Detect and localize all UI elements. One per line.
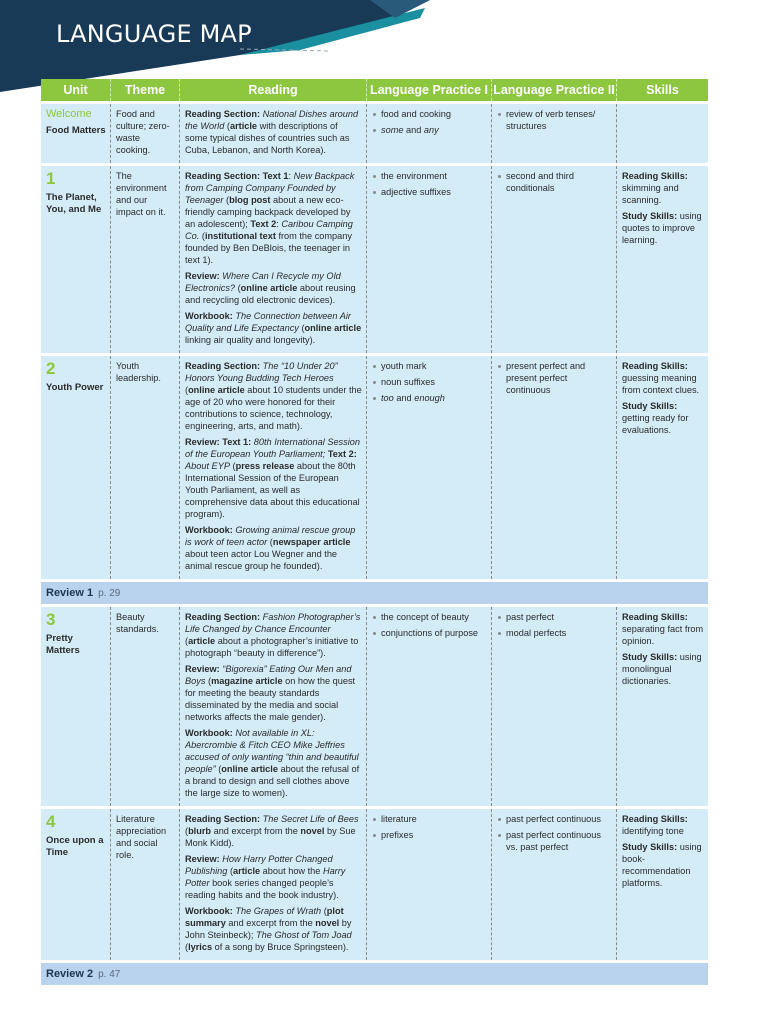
text-run: Review: xyxy=(185,664,223,674)
unit-name: Once upon a Time xyxy=(46,835,104,858)
skill-heading: Study Skills: xyxy=(622,211,678,221)
bullet-list xyxy=(497,170,612,194)
text-run: past perfect continuous xyxy=(506,814,601,824)
skill-entry xyxy=(622,170,704,206)
list-item xyxy=(372,360,487,372)
text-run: : xyxy=(288,171,294,181)
skills-cell xyxy=(617,104,708,163)
language-practice-1-cell xyxy=(367,809,492,960)
list-item xyxy=(372,170,487,182)
reading-cell xyxy=(180,607,367,806)
list-item xyxy=(372,124,487,136)
bullet-list xyxy=(372,813,487,841)
text-run: Caribou Camping Co. xyxy=(185,219,353,241)
list-item xyxy=(497,360,612,396)
bullet-list xyxy=(372,108,487,136)
skills-cell xyxy=(617,356,708,579)
unit-name: Pretty Matters xyxy=(46,633,80,656)
text-run: about reusing and recycling old electronic devices). xyxy=(185,283,356,305)
text-run: ( xyxy=(321,906,327,916)
text-run: and xyxy=(403,125,424,135)
bullet-list xyxy=(372,611,487,639)
theme-cell: Food and culture; zero-waste cooking. xyxy=(111,104,180,163)
text-run: ( xyxy=(185,636,189,646)
language-practice-1-cell xyxy=(367,166,492,353)
skill-text: identifying tone xyxy=(622,826,684,836)
text-run: from the company founded by Ben DeBlois, the teenager in text 1). xyxy=(185,231,352,265)
text-run: ( xyxy=(215,764,222,774)
table-header xyxy=(41,79,708,101)
text-run: ( xyxy=(235,283,241,293)
unit-label: 4 xyxy=(46,812,56,831)
text-run: blog post xyxy=(229,195,271,205)
list-item xyxy=(372,392,487,404)
unit-label: 1 xyxy=(46,169,56,188)
text-run: Harry Potter xyxy=(185,866,346,888)
theme-cell: The environment and our impact on it. xyxy=(111,166,180,353)
text-run: How Harry Potter Changed Publishing xyxy=(185,854,333,876)
language-practice-1-cell xyxy=(367,607,492,806)
list-item xyxy=(372,627,487,639)
review-label: Review 1 xyxy=(46,587,94,599)
language-practice-2-cell xyxy=(492,356,617,579)
text-run: and excerpt from the xyxy=(211,826,301,836)
bullet-list xyxy=(497,813,612,853)
unit-name: Youth Power xyxy=(46,382,104,393)
unit-name: Food Matters xyxy=(46,125,106,136)
text-run: and excerpt from the xyxy=(225,918,316,928)
review-page: p. 47 xyxy=(98,968,121,980)
unit-cell xyxy=(41,607,111,806)
skill-heading: Reading Skills: xyxy=(622,814,688,824)
text-run: the environment xyxy=(381,171,447,181)
unit-cell xyxy=(41,809,111,960)
skill-text: using quotes to improve learning. xyxy=(622,211,702,245)
theme-cell: Literature appreciation and social role. xyxy=(111,809,180,960)
text-run: Reading Section: xyxy=(185,361,263,371)
table-row xyxy=(41,809,708,960)
text-run: Workbook: xyxy=(185,311,236,321)
skill-text: using book-recommendation platforms. xyxy=(622,842,702,888)
bullet-list xyxy=(372,170,487,198)
text-run: past perfect xyxy=(506,612,555,622)
reading-paragraph xyxy=(185,270,362,306)
header-skills: Skills xyxy=(646,83,679,97)
text-run: ( xyxy=(199,231,205,241)
text-run: lyrics xyxy=(188,942,213,952)
text-run: past perfect continuous vs. past perfect xyxy=(506,830,601,852)
list-item xyxy=(372,829,487,841)
language-practice-1-cell xyxy=(367,104,492,163)
skill-heading: Reading Skills: xyxy=(622,171,688,181)
text-run: Reading Section: xyxy=(185,814,263,824)
list-item xyxy=(497,611,612,623)
text-run: ( xyxy=(298,323,305,333)
unit-label: 2 xyxy=(46,359,56,378)
reading-paragraph xyxy=(185,170,362,266)
skills-cell xyxy=(617,809,708,960)
unit-cell xyxy=(41,356,111,579)
list-item xyxy=(372,611,487,623)
text-run: ( xyxy=(185,942,189,952)
language-practice-2-cell xyxy=(492,809,617,960)
text-run: ( xyxy=(185,385,189,395)
text-run: article xyxy=(233,866,261,876)
list-item xyxy=(372,186,487,198)
text-run: About EYP xyxy=(185,461,230,471)
text-run: about a photographer’s initiative to photograph “beauty in difference”). xyxy=(185,636,359,658)
review-label: Review 2 xyxy=(46,968,94,980)
reading-paragraph xyxy=(185,905,362,953)
reading-cell xyxy=(180,166,367,353)
text-run: New Backpack from Camping Company Founded by Teenager xyxy=(185,171,355,205)
text-run: about 10 students under the age of 20 who were honored for their contributions to science, technology, engineering, arts, and math). xyxy=(185,385,362,431)
text-run: The Grapes of Wrath xyxy=(235,906,322,916)
table-body xyxy=(41,104,708,985)
skill-entry xyxy=(622,651,704,687)
text-run: about the 80th International Session of the European Youth Parliament, as well as comprehensive data about this educational program). xyxy=(185,461,360,519)
theme-cell: Beauty standards. xyxy=(111,607,180,806)
list-item xyxy=(497,627,612,639)
text-run: enough xyxy=(414,393,445,403)
text-run: online article xyxy=(304,323,362,333)
bullet-list xyxy=(497,108,612,132)
skill-text: skimming and scanning. xyxy=(622,183,679,205)
text-run: National Dishes around the World xyxy=(185,109,359,131)
skill-text: guessing meaning from context clues. xyxy=(622,373,700,395)
skill-text: using monolingual dictionaries. xyxy=(622,652,702,686)
text-run: newspaper article xyxy=(272,537,351,547)
language-practice-2-cell xyxy=(492,104,617,163)
text-run: present perfect and present perfect continuous xyxy=(506,361,586,395)
text-run: ( xyxy=(185,826,189,836)
reading-cell xyxy=(180,809,367,960)
skills-cell xyxy=(617,607,708,806)
text-run: about teen actor Lou Wegner and the animal rescue group he founded). xyxy=(185,549,338,571)
text-run: Workbook: xyxy=(185,906,236,916)
text-run: ( xyxy=(227,866,234,876)
review-row xyxy=(41,963,708,985)
text-run: Text 2 xyxy=(250,219,277,229)
text-run: Reading Section: xyxy=(185,612,263,622)
text-run: food and cooking xyxy=(381,109,451,119)
text-run: the concept of beauty xyxy=(381,612,469,622)
text-run: about the refusal of a brand to design and sell clothes above the large size to women). xyxy=(185,764,360,798)
text-run: Review: xyxy=(185,271,223,281)
text-run: blurb xyxy=(188,826,212,836)
text-run: prefixes xyxy=(381,830,414,840)
skill-entry xyxy=(622,813,704,837)
text-run: ( xyxy=(205,676,212,686)
text-run: online article xyxy=(188,385,245,395)
text-run: Text 2: xyxy=(327,449,357,459)
text-run: literature xyxy=(381,814,417,824)
reading-paragraph xyxy=(185,853,362,901)
reading-paragraph xyxy=(185,813,362,849)
text-run: about how the xyxy=(260,866,323,876)
header-unit: Unit xyxy=(41,79,111,101)
text-run: by John Steinbeck); xyxy=(185,918,352,940)
table-row xyxy=(41,356,708,579)
text-run: too xyxy=(381,393,394,403)
list-item xyxy=(497,170,612,194)
skill-entry xyxy=(622,611,704,647)
text-run: novel xyxy=(300,826,325,836)
text-run: ( xyxy=(224,121,230,131)
skill-heading: Reading Skills: xyxy=(622,612,688,622)
language-practice-2-cell xyxy=(492,607,617,806)
text-run: plot summary xyxy=(185,906,344,928)
language-practice-1-cell xyxy=(367,356,492,579)
text-run: The Secret Life of Bees xyxy=(262,814,359,824)
text-run: any xyxy=(423,125,439,135)
text-run: review of verb tenses/ structures xyxy=(506,109,596,131)
reading-paragraph xyxy=(185,524,362,572)
skill-entry xyxy=(622,360,704,396)
text-run: institutional text xyxy=(204,231,276,241)
text-run: Reading Section: xyxy=(185,109,263,119)
text-run: on how the quest for meeting the beauty standards disseminated by the media and social networks affects the male gender). xyxy=(185,676,356,722)
text-run: online article xyxy=(221,764,278,774)
text-run: Where Can I Recycle my Old Electronics? xyxy=(185,271,341,293)
review-page: p. 29 xyxy=(98,587,121,599)
text-run: Not available in XL: Abercrombie & Fitch CEO Mike Jeffries accused of only wanting “thin and beautiful people” xyxy=(185,728,359,774)
text-run: : xyxy=(276,219,282,229)
text-run: Growing animal rescue group is work of teen actor xyxy=(185,525,356,547)
skill-heading: Reading Skills: xyxy=(622,361,688,371)
text-run: of a song by Bruce Springsteen). xyxy=(212,942,349,952)
reading-paragraph xyxy=(185,663,362,723)
text-run: Reading Section: Text 1 xyxy=(185,171,289,181)
text-run: article xyxy=(229,121,258,131)
reading-paragraph xyxy=(185,727,362,799)
bullet-list xyxy=(497,360,612,396)
text-run: press release xyxy=(235,461,295,471)
skill-entry xyxy=(622,210,704,246)
text-run: second and third conditionals xyxy=(506,171,574,193)
text-run: by Sue Monk Kidd). xyxy=(185,826,356,848)
reading-paragraph xyxy=(185,360,362,432)
text-run: Fashion Photographer’s Life Changed by Chance Encounter xyxy=(185,612,361,634)
text-run: ( xyxy=(229,461,236,471)
review-row xyxy=(41,582,708,604)
text-run: The Connection between Air Quality and Life Expectancy xyxy=(185,311,351,333)
text-run: 80th International Session of the European Youth Parliament; xyxy=(185,437,361,459)
text-run: magazine article xyxy=(211,676,283,686)
list-item xyxy=(497,829,612,853)
unit-cell xyxy=(41,104,111,163)
list-item xyxy=(372,376,487,388)
header-language-practice-1: Language Practice I xyxy=(367,79,492,101)
text-run: noun suffixes xyxy=(381,377,435,387)
skill-heading: Study Skills: xyxy=(622,842,678,852)
unit-label: 3 xyxy=(46,610,56,629)
text-run: article xyxy=(188,636,216,646)
unit-label: Welcome xyxy=(46,108,92,120)
skill-text: getting ready for evaluations. xyxy=(622,413,689,435)
table-row xyxy=(41,166,708,353)
text-run: modal perfects xyxy=(506,628,567,638)
skill-entry xyxy=(622,841,704,889)
bullet-list xyxy=(497,611,612,639)
table-row xyxy=(41,104,708,163)
unit-name: The Planet, You, and Me xyxy=(46,192,102,215)
text-run: novel xyxy=(315,918,340,928)
text-run: with descriptions of some typical dishes of countries such as Cuba, Lebanon, and North Korea). xyxy=(185,121,350,155)
skill-heading: Study Skills: xyxy=(622,652,678,662)
language-practice-2-cell xyxy=(492,166,617,353)
theme-cell: Youth leadership. xyxy=(111,356,180,579)
list-item xyxy=(372,813,487,825)
text-run: “Bigorexia” Eating Our Men and Boys xyxy=(185,664,352,686)
text-run: The “10 Under 20” Honors Young Budding Tech Heroes xyxy=(185,361,338,383)
table-row xyxy=(41,607,708,806)
language-map-table xyxy=(41,79,708,985)
text-run: and xyxy=(393,393,415,403)
text-run: youth mark xyxy=(381,361,427,371)
list-item xyxy=(372,108,487,120)
text-run: adjective suffixes xyxy=(381,187,451,197)
reading-paragraph xyxy=(185,611,362,659)
text-run: online article xyxy=(240,283,298,293)
text-run: Review: xyxy=(185,854,223,864)
skill-text: separating fact from opinion. xyxy=(622,624,704,646)
page-title: LANGUAGE MAP xyxy=(56,20,252,48)
text-run: ( xyxy=(223,195,230,205)
text-run: book series changed people’s reading habits and the book industry). xyxy=(185,878,339,900)
text-run: Workbook: xyxy=(185,728,236,738)
text-run: about a new eco-friendly camping backpack developed by an adolescent); xyxy=(185,195,351,229)
reading-paragraph xyxy=(185,436,362,520)
text-run: Review: Text 1: xyxy=(185,437,254,447)
text-run: Workbook: xyxy=(185,525,236,535)
header-language-practice-2: Language Practice II xyxy=(492,79,617,101)
reading-paragraph xyxy=(185,108,362,156)
reading-cell xyxy=(180,356,367,579)
skill-entry xyxy=(622,400,704,436)
text-run: some xyxy=(381,125,404,135)
header-theme: Theme xyxy=(111,79,180,101)
text-run: The Ghost of Tom Joad xyxy=(256,930,352,940)
text-run: ( xyxy=(267,537,273,547)
unit-cell xyxy=(41,166,111,353)
skill-heading: Study Skills: xyxy=(622,401,678,411)
list-item xyxy=(497,813,612,825)
text-run: linking air quality and longevity). xyxy=(185,335,316,345)
skills-cell xyxy=(617,166,708,353)
bullet-list xyxy=(372,360,487,404)
reading-cell xyxy=(180,104,367,163)
reading-paragraph xyxy=(185,310,362,346)
list-item xyxy=(497,108,612,132)
header-reading: Reading xyxy=(180,79,367,101)
text-run: conjunctions of purpose xyxy=(381,628,479,638)
